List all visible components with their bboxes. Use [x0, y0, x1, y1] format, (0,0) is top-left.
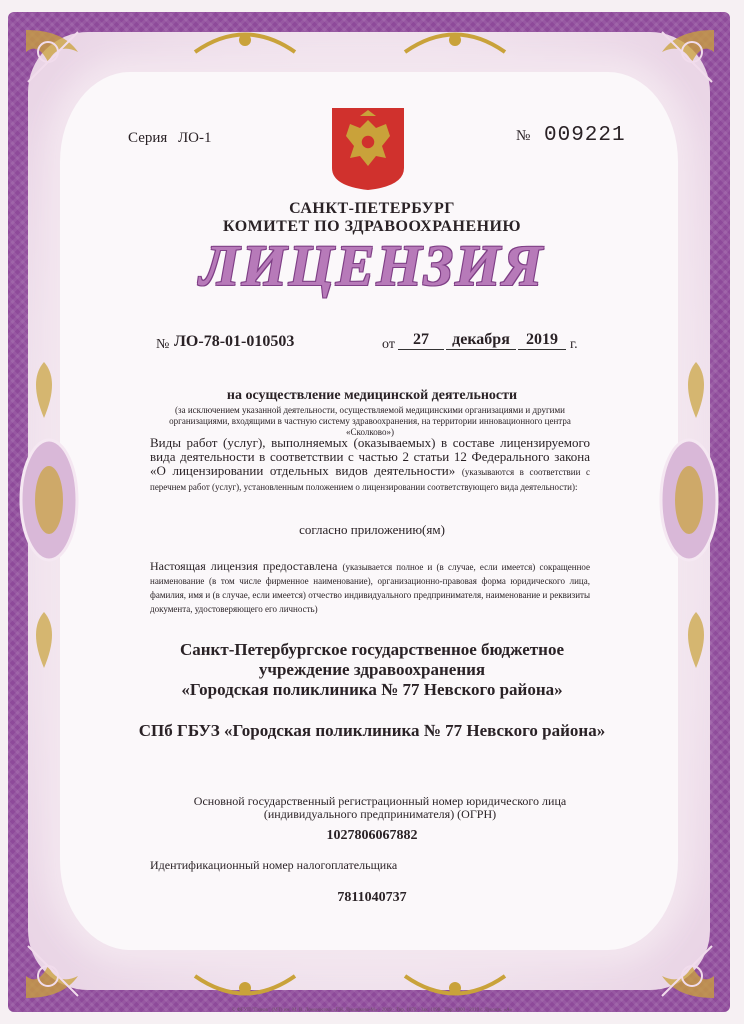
blank-number: 009221 — [544, 124, 626, 147]
works-note: (указываются в соответствии с перечнем работ (услуг), установленным положением о лицензировании соответствующего вида деятельности): — [150, 467, 590, 492]
border-ornament-icon — [190, 966, 300, 1006]
agreement-text: согласно приложению(ям) — [299, 522, 445, 537]
granted-paragraph — [150, 560, 590, 616]
granted-note: (указывается полное и (в случае, если имеется) сокращенное наименование (в том числе фирменное наименование), организационно-правовая форма юридического лица, фамилия, имя и (в случае, если имеется) отчество индивидуального предпринимателя, наименование и реквизиты документа, удостоверяющего его личность) — [150, 562, 590, 614]
blank-number-label: № — [516, 128, 531, 144]
corner-ornament-icon — [632, 916, 722, 1006]
license-month: декабря — [446, 331, 516, 350]
corner-ornament-icon — [632, 22, 722, 112]
organization-full-name — [0, 640, 744, 700]
coat-of-arms-icon — [330, 106, 406, 192]
document-title: ЛИЦЕНЗИЯ — [199, 233, 545, 298]
inn-value: 7811040737 — [337, 890, 407, 905]
granted-text: Настоящая лицензия предоставлена — [150, 559, 338, 573]
border-ornament-icon — [190, 22, 300, 62]
corner-ornament-icon — [18, 22, 108, 112]
license-number-label: № — [156, 337, 170, 352]
year-suffix: г. — [570, 337, 578, 352]
issuer-committee: КОМИТЕТ ПО ЗДРАВООХРАНЕНИЮ — [222, 218, 522, 235]
date-from-label: от — [382, 337, 395, 352]
org-line-2: учреждение здравоохранения — [258, 660, 486, 679]
ogrn-value: 1027806067882 — [326, 828, 418, 843]
org-line-3: «Городская поликлиника № 77 Невского района» — [181, 680, 563, 699]
border-ornament-icon — [400, 966, 510, 1006]
border-ornament-icon — [400, 22, 510, 62]
organization-short-name: СПб ГБУЗ «Городская поликлиника № 77 Невского района» — [138, 721, 606, 740]
issuer-city: САНКТ-ПЕТЕРБУРГ — [289, 200, 455, 217]
series-value: ЛО-1 — [178, 130, 212, 146]
license-number: ЛО-78-01-010503 — [174, 333, 295, 350]
activity-heading: на осуществление медицинской деятельности — [226, 388, 518, 403]
license-day: 27 — [398, 331, 444, 350]
org-line-1: Санкт-Петербургское государственное бюджетное — [179, 640, 564, 659]
ogrn-label: Основной государственный регистрационный номер юридического лица (индивидуального предпринимателя) (ОГРН) — [193, 794, 567, 821]
license-year: 2019 — [518, 331, 566, 350]
side-ornament-icon — [14, 430, 84, 570]
works-text: Виды работ (услуг), выполняемых (оказываемых) в составе лицензируемого вида деятельности в соответствии с частью 2 статьи 12 Федерального закона «О лицензировании отдельных видов деятельности» — [150, 435, 590, 478]
series-label: Серия — [128, 130, 168, 146]
corner-ornament-icon — [18, 916, 108, 1006]
works-paragraph — [150, 436, 590, 494]
side-ornament-icon — [654, 430, 724, 570]
inn-label: Идентификационный номер налогоплательщика — [150, 858, 398, 872]
activity-note: (за исключением указанной деятельности, осуществляемой медицинскими организациями и другими организациями, входящими в частную систему здравоохранения, на территории инновационного центра «Сколково») — [169, 405, 571, 437]
printer-footer: © ФГУП "Гознак" (МТ) им. М. В. Ломоносова. «Г.Н. Лукошкова-М» · 2019 · Тир. 1070 · Зак. 1098 · Тир. 1000 · 2019 г. Лукошк. «А» — [231, 1008, 513, 1013]
